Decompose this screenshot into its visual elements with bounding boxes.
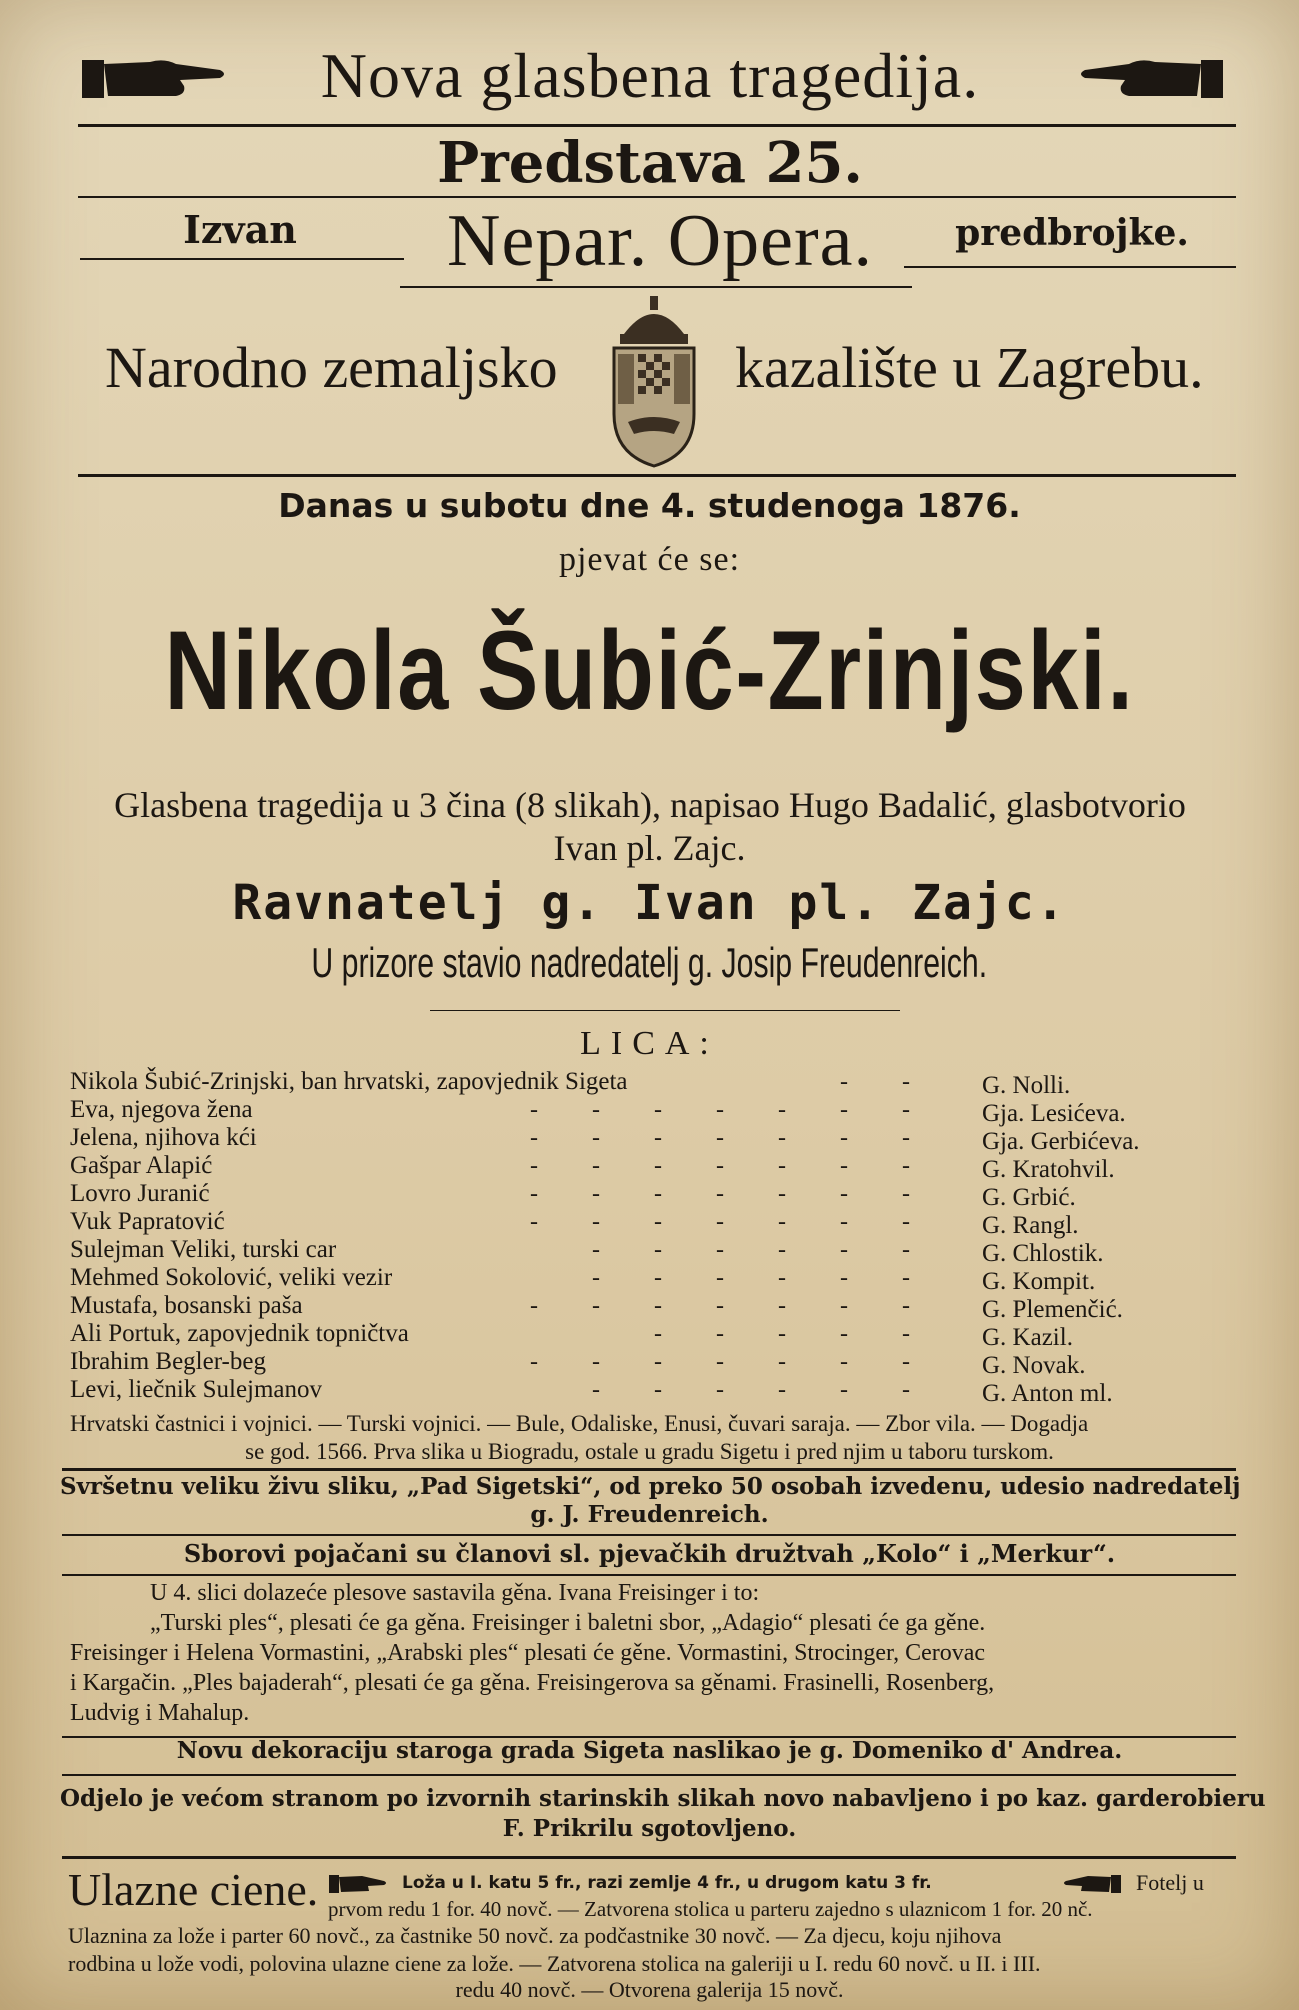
divider (78, 124, 1236, 127)
divider (62, 1574, 1236, 1576)
extras-line: Hrvatski častnici i vojnici. — Turski vojnici. — Bule, Odaliske, Enusi, čuvari saraja. — Zbor vila. — Dogadja (70, 1411, 1089, 1436)
cast-row (0, 1236, 1299, 1267)
cast-leader-dashes: - - - - - - - (530, 1349, 910, 1375)
divider (62, 1534, 1236, 1536)
cast-leader-dashes: - - - - - - - (530, 1153, 910, 1179)
tableau-director: g. J. Freudenreich. (530, 1501, 769, 1528)
cast-role: Sulejman Veliki, turski car (70, 1236, 337, 1263)
dance-line: Ludvig i Mahalup. (70, 1700, 250, 1726)
staging-line: U prizore stavio nadredatelj g. Josip Freudenreich. (311, 939, 988, 986)
cast-role: Lovro Juranić (70, 1180, 210, 1207)
cast-row (0, 1348, 1299, 1379)
cast-row (0, 1068, 1299, 1099)
cast-role: Eva, njegova žena (70, 1096, 253, 1123)
divider (430, 1010, 900, 1011)
subscription-label: predbrojke. (955, 212, 1189, 254)
extras-setting: se god. 1566. Prva slika u Biogradu, ostale u gradu Sigetu i pred njim u taboru turskom. (245, 1439, 1054, 1464)
prices-line: prvom redu 1 for. 40 novč. — Zatvorena stolica u parteru zajedno s ulaznicom 1 for. 20 nč. (328, 1897, 1093, 1921)
cast-row (0, 1180, 1299, 1211)
headline: Nova glasbena tragedija. (320, 40, 980, 111)
cast-role: Levi, liečnik Sulejmanov (70, 1376, 323, 1403)
subtitle-composer: Ivan pl. Zajc. (553, 828, 746, 868)
prices-line: rodbina u lože vodi, polovina ulazne ciene za lože. — Zatvorena stolica na galeriji u I. redu 60 novč. u II. i III. (68, 1951, 1041, 1976)
theatre-name-left: Narodno zemaljsko (105, 335, 558, 400)
cast-role: Jelena, njihova kći (70, 1124, 257, 1151)
cast-row (0, 1320, 1299, 1351)
cast-row (0, 1096, 1299, 1127)
decoration-line: Novu dekoraciju staroga grada Sigeta naslikao je g. Domeniko d' Andrea. (176, 1737, 1123, 1764)
cast-leader-dashes: - - - - - - - (530, 1125, 910, 1151)
dance-intro: U 4. slici dolazeće plesove sastavila gěna. Ivana Freisinger i to: (150, 1580, 760, 1606)
cast-actor: G. Kompit. (982, 1268, 1096, 1295)
pointing-hand-left-icon (1075, 52, 1225, 104)
performance-number: Predstava 25. (437, 130, 863, 196)
cast-row (0, 1208, 1299, 1239)
cast-role: Vuk Papratović (70, 1208, 225, 1235)
divider (400, 286, 912, 288)
divider (62, 1468, 1236, 1471)
cast-actor: G. Grbić. (982, 1184, 1076, 1211)
tableau-line: Svršetnu veliku živu sliku, „Pad Sigetski“, od preko 50 osobah izvedenu, udesio nadredatelj (60, 1473, 1241, 1500)
cast-role: Mehmed Sokolović, veliki vezir (70, 1264, 393, 1291)
cast-actor: G. Plemenčić. (982, 1296, 1123, 1323)
cast-actor: G. Nolli. (982, 1072, 1071, 1099)
coat-of-arms-icon (604, 294, 704, 470)
pointing-hand-right-icon (80, 52, 230, 104)
prices-line: Ulaznina za lože i parter 60 novč., za častnike 50 novč. za podčastnike 30 novč. — Za djecu, koju njihova (68, 1923, 1002, 1948)
costumes-maker: F. Prikrilu sgotovljeno. (502, 1815, 797, 1842)
dance-line: i Kargačin. „Ples bajaderah“, plesati će ga gěna. Freisingerova sa gěnami. Frasinelli, Rosenberg, (70, 1670, 995, 1696)
cast-role: Mustafa, bosanski paša (70, 1292, 303, 1319)
dance-line: „Turski ples“, plesati će ga gěna. Freisinger i baletni sbor, „Adagio“ plesati će ga gěne. (150, 1610, 986, 1636)
cast-role: Nikola Šubić-Zrinjski, ban hrvatski, zapovjednik Sigeta (70, 1068, 628, 1095)
date-line: Danas u subotu dne 4. studenoga 1876. (278, 486, 1021, 525)
divider (62, 1774, 1236, 1776)
prices-fotelj: Fotelj u (1136, 1870, 1204, 1895)
cast-actor: G. Rangl. (982, 1212, 1079, 1239)
cast-role: Ibrahim Begler-beg (70, 1348, 266, 1375)
prices-boxes: Loža u I. katu 5 fr., razi zemlje 4 fr., u drugom katu 3 fr. (402, 1873, 932, 1893)
cast-leader-dashes: - - - - - - - (530, 1293, 910, 1319)
theatre-name-right: kazalište u Zagrebu. (735, 335, 1204, 400)
divider (78, 474, 1236, 477)
cast-leader-dashes: - - (840, 1069, 910, 1095)
cast-leader-dashes: - - - - - - (592, 1265, 910, 1291)
outside-label: Izvan (183, 207, 297, 252)
cast-actor: G. Chlostik. (982, 1240, 1104, 1267)
cast-actor: Gja. Lesićeva. (982, 1100, 1126, 1127)
cast-row (0, 1124, 1299, 1155)
cast-row (0, 1376, 1299, 1407)
cast-actor: G. Kazil. (982, 1324, 1073, 1351)
cast-leader-dashes: - - - - - - - (530, 1097, 910, 1123)
subtitle: Glasbena tragedija u 3 čina (8 slikah), napisao Hugo Badalić, glasbotvorio (114, 785, 1186, 825)
cast-leader-dashes: - - - - - - - (530, 1209, 910, 1235)
director-line: Ravnatelj g. Ivan pl. Zajc. (232, 875, 1067, 931)
cast-actor: Gja. Gerbićeva. (982, 1128, 1140, 1155)
cast-actor: G. Anton ml. (982, 1380, 1113, 1407)
cast-row (0, 1152, 1299, 1183)
pointing-hand-right-icon (328, 1872, 388, 1896)
prices-heading: Ulazne ciene. (68, 1864, 319, 1915)
cast-leader-dashes: - - - - - - - (530, 1181, 910, 1207)
costumes-line: Odjelo je većom stranom po izvornih starinskih slikah novo nabavljeno i po kaz. garderobieru (60, 1785, 1266, 1812)
divider (904, 266, 1236, 268)
divider (80, 258, 404, 260)
cast-role: Gašpar Alapić (70, 1152, 213, 1179)
cast-leader-dashes: - - - - - - (592, 1237, 910, 1263)
cast-role: Ali Portuk, zapovjednik topničtva (70, 1320, 409, 1347)
opera-type: Nepar. Opera. (447, 200, 873, 282)
sung-line: pjevat će se: (558, 541, 741, 578)
cast-actor: G. Novak. (982, 1352, 1086, 1379)
cast-heading: LICA: (580, 1025, 719, 1062)
prices-line: redu 40 novč. — Otvorena galerija 15 novč. (455, 1977, 844, 2002)
cast-leader-dashes: - - - - - - (592, 1377, 910, 1403)
choirs-line: Sborovi pojačani su članovi sl. pjevačkih družtvah „Kolo“ i „Merkur“. (183, 1539, 1116, 1568)
cast-row (0, 1292, 1299, 1323)
cast-leader-dashes: - - - - - (654, 1321, 910, 1347)
dance-line: Freisinger i Helena Vormastini, „Arabski ples“ plesati će gěne. Vormastini, Strocinger, Cerovac (70, 1640, 986, 1666)
cast-actor: G. Kratohvil. (982, 1156, 1115, 1183)
pointing-hand-left-icon (1062, 1872, 1122, 1896)
cast-row (0, 1264, 1299, 1295)
divider (62, 1856, 1236, 1859)
opera-title: Nikola Šubić-Zrinjski. (164, 608, 1135, 733)
